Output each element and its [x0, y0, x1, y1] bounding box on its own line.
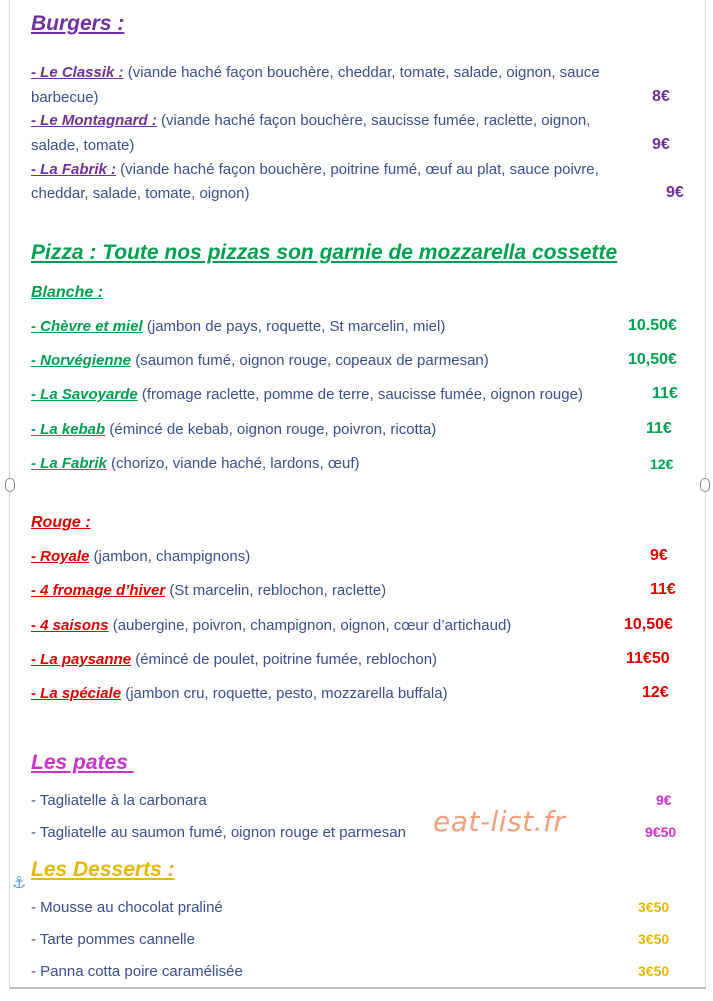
item-desc: (viande haché façon bouchère, poitrine fumé, œuf au plat, sauce poivre, — [116, 161, 599, 178]
item-desc: (viande haché façon bouchère, cheddar, tomate, salade, oignon, sauce — [123, 64, 600, 81]
item-desc: (saumon fumé, oignon rouge, copeaux de parmesan) — [131, 352, 489, 369]
pizza-item-4-saisons — [31, 617, 511, 634]
pizza-item-savoyarde — [31, 386, 583, 403]
item-desc: (aubergine, poivron, champignon, oignon, cœur d’artichaud) — [108, 617, 512, 634]
item-desc-continued: salade, tomate) — [31, 137, 135, 154]
item-price: 11€ — [652, 385, 678, 402]
pizza-item-royale — [31, 548, 250, 565]
item-desc: (fromage raclette, pomme de terre, saucisse fumée, oignon rouge) — [137, 386, 583, 403]
item-name: - La Fabrik — [31, 455, 107, 472]
item-desc: (jambon cru, roquette, pesto, mozzarella buffala) — [121, 685, 448, 702]
pizza-item-4-fromage — [31, 582, 386, 599]
pates-item: - Tagliatelle à la carbonara — [31, 792, 207, 809]
item-price: 8€ — [652, 88, 670, 105]
item-price: 11€50 — [626, 650, 670, 667]
pates-title-text: Les pates — [31, 751, 128, 774]
item-name: - Le Montagnard : — [31, 112, 157, 129]
item-price: 9€ — [652, 136, 670, 153]
item-name: - La paysanne — [31, 651, 132, 668]
item-price: 9€ — [656, 792, 672, 808]
item-name: - Royale — [31, 548, 90, 565]
item-price: 10.50€ — [628, 317, 677, 334]
item-desc-continued: barbecue) — [31, 89, 99, 106]
resize-handle-icon[interactable] — [5, 478, 15, 492]
item-desc-continued: cheddar, salade, tomate, oignon) — [31, 185, 250, 202]
item-price: 3€50 — [638, 899, 670, 915]
anchor-icon: ⚓ — [12, 875, 27, 892]
item-price: 11€ — [646, 420, 672, 437]
burger-item-montagnard — [31, 112, 590, 129]
item-name: - 4 saisons — [31, 617, 109, 634]
pizza-item-speciale — [31, 685, 448, 702]
item-name: - La kebab — [31, 421, 106, 438]
pizza-title-rest: : Toute nos pizzas son garnie de mozzarella cossette — [83, 241, 618, 264]
desserts-title: Les Desserts : — [31, 858, 175, 881]
item-name: - 4 fromage d’hiver — [31, 582, 166, 599]
pizza-item-fabrik — [31, 455, 359, 472]
item-name: - La spéciale — [31, 685, 122, 702]
item-price: 12€ — [650, 456, 674, 472]
pizza-item-kebab — [31, 421, 436, 438]
item-desc: (St marcelin, reblochon, raclette) — [165, 582, 387, 599]
dessert-item: - Panna cotta poire caramélisée — [31, 963, 243, 980]
burger-item-fabrik — [31, 161, 599, 178]
item-price: 10,50€ — [624, 616, 673, 633]
item-desc: (viande haché façon bouchère, saucisse fumée, raclette, oignon, — [156, 112, 591, 129]
pizza-item-chevre — [31, 318, 445, 335]
item-desc: (jambon, champignons) — [89, 548, 251, 565]
item-desc: (émincé de poulet, poitrine fumée, reblochon) — [131, 651, 438, 668]
item-price: 3€50 — [638, 963, 670, 979]
item-price: 9€50 — [645, 824, 677, 840]
item-desc: (émincé de kebab, oignon rouge, poivron, ricotta) — [105, 421, 437, 438]
item-price: 3€50 — [638, 931, 670, 947]
item-price: 9€ — [650, 547, 668, 564]
item-name: - Norvégienne — [31, 352, 132, 369]
pizza-title-word: Pizza — [31, 241, 84, 264]
pizza-title — [31, 241, 617, 265]
item-price: 9€ — [666, 184, 684, 201]
dessert-item: - Mousse au chocolat praliné — [31, 899, 223, 916]
item-desc: (chorizo, viande haché, lardons, œuf) — [106, 455, 360, 472]
burgers-title: Burgers : — [31, 12, 125, 35]
item-price: 11€ — [650, 581, 676, 598]
watermark-logo: eat-list.fr — [433, 805, 566, 838]
resize-handle-icon[interactable] — [700, 478, 710, 492]
item-name: - Le Classik : — [31, 64, 124, 81]
item-name: - La Fabrik : — [31, 161, 117, 178]
item-name: - La Savoyarde — [31, 386, 138, 403]
item-price: 10,50€ — [628, 351, 677, 368]
burger-item-classik — [31, 64, 600, 81]
pates-title — [31, 751, 134, 775]
rouge-title: Rouge : — [31, 514, 91, 531]
blanche-title: Blanche : — [31, 284, 104, 301]
item-desc: (jambon de pays, roquette, St marcelin, miel) — [142, 318, 446, 335]
pizza-item-paysanne — [31, 651, 437, 668]
dessert-item: - Tarte pommes cannelle — [31, 931, 195, 948]
item-name: - Chèvre et miel — [31, 318, 143, 335]
item-price: 12€ — [642, 684, 669, 701]
pates-item: - Tagliatelle au saumon fumé, oignon rouge et parmesan — [31, 824, 406, 841]
pizza-item-norvegienne — [31, 352, 489, 369]
